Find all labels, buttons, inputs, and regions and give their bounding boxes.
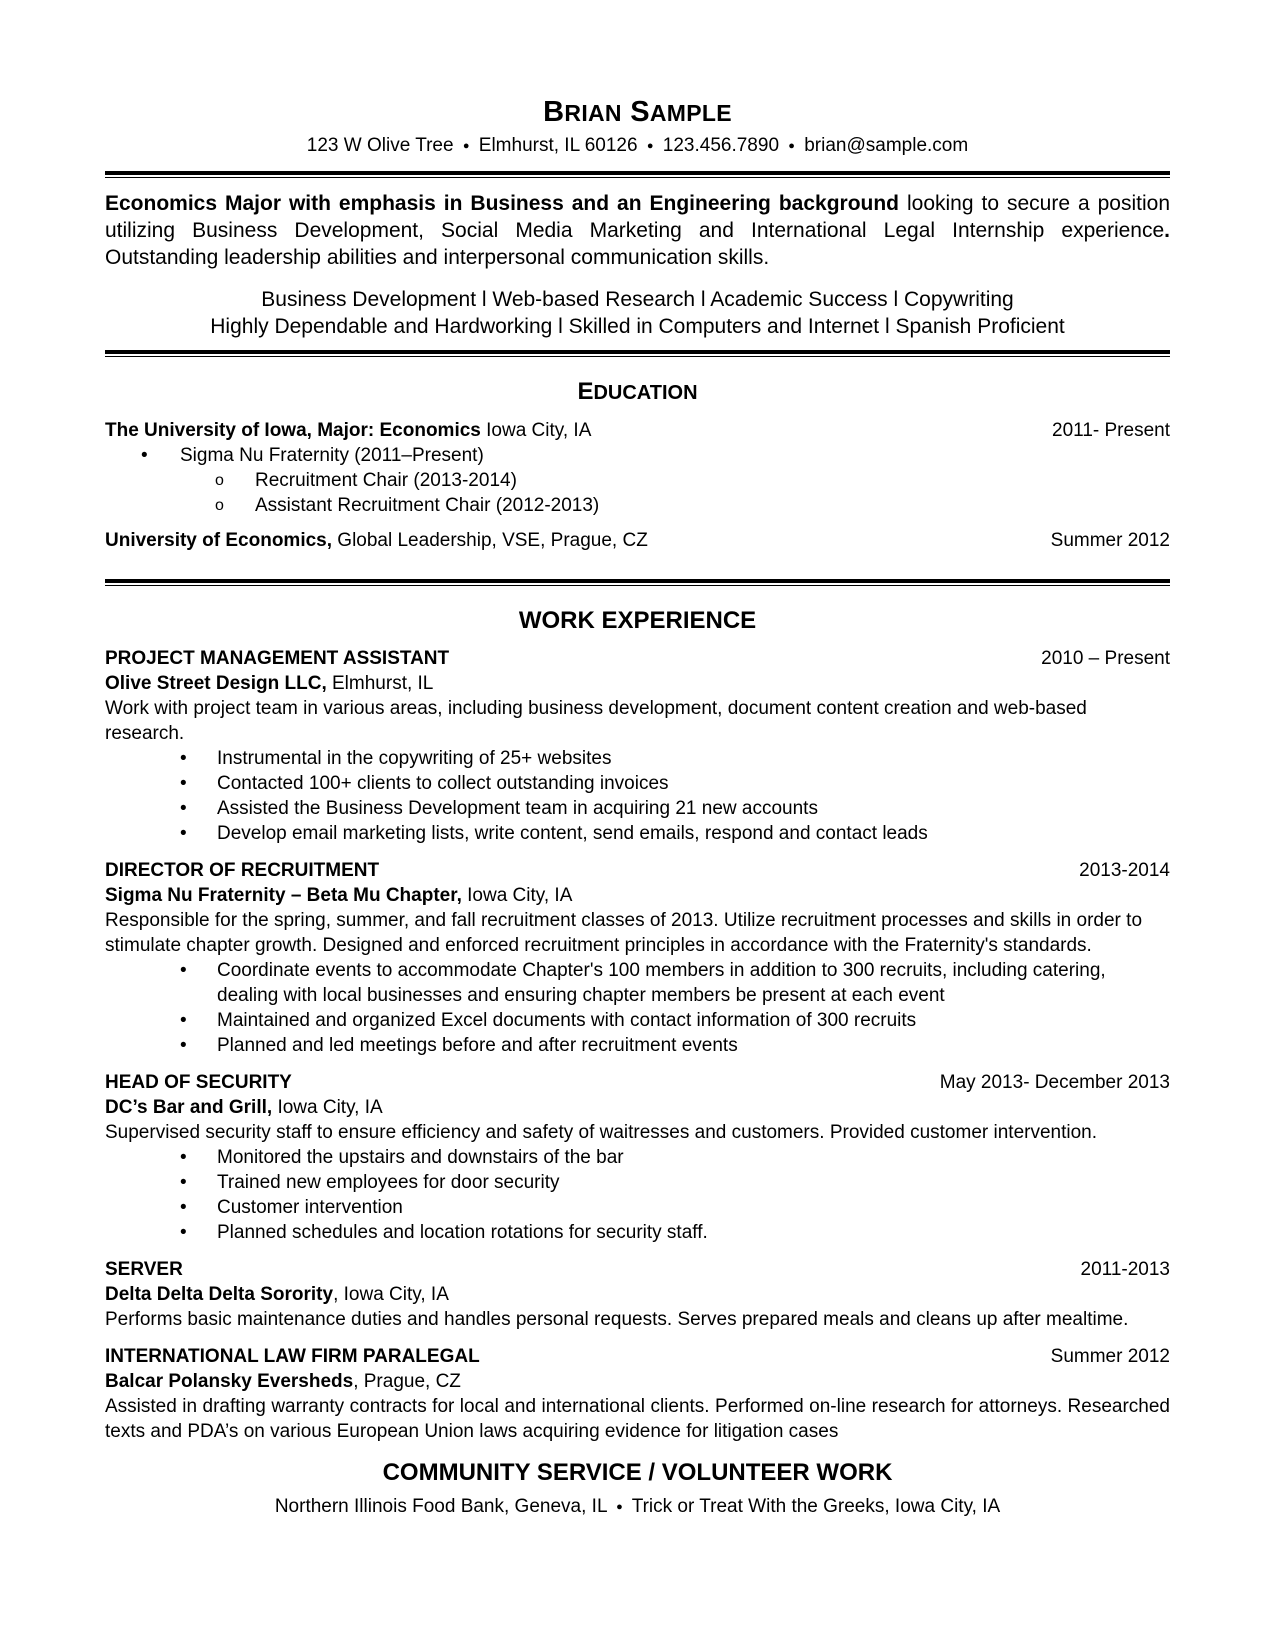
list-item: • Contacted 100+ clients to collect outstanding invoices bbox=[105, 771, 1170, 796]
community-item: Trick or Treat With the Greeks, Iowa City, IA bbox=[631, 1496, 1001, 1517]
job-org: DC’s Bar and Grill, bbox=[105, 1097, 273, 1118]
resume-page bbox=[105, 94, 1170, 1520]
list-item: • Planned schedules and location rotations for security staff. bbox=[105, 1220, 1170, 1245]
education-roles bbox=[105, 468, 1170, 518]
separator-dot: ● bbox=[788, 140, 795, 152]
work-experience-heading: WORK EXPERIENCE bbox=[518, 607, 757, 634]
job-date: 2011-2013 bbox=[1080, 1259, 1170, 1280]
job-date: 2013-2014 bbox=[1079, 860, 1170, 881]
job-entry bbox=[105, 646, 1170, 846]
phone: 123.456.7890 bbox=[662, 135, 780, 156]
divider-thin bbox=[105, 585, 1170, 586]
job-location: Iowa City, IA bbox=[272, 1097, 383, 1118]
school-location: Global Leadership, VSE, Prague, CZ bbox=[332, 530, 648, 551]
contact-line bbox=[105, 133, 1170, 159]
job-entry bbox=[105, 858, 1170, 1058]
job-location: , Prague, CZ bbox=[353, 1371, 461, 1392]
education-entry bbox=[105, 528, 1170, 553]
separator-dot: ● bbox=[462, 140, 470, 152]
skills-line-1: Business Development l Web-based Research l Academic Success l Copywriting bbox=[261, 288, 1014, 311]
community-line bbox=[105, 1494, 1170, 1520]
job-location: Elmhurst, IL bbox=[326, 673, 434, 694]
community-item: Northern Illinois Food Bank, Geneva, IL bbox=[274, 1496, 607, 1517]
divider-thin bbox=[105, 177, 1170, 178]
job-bullets bbox=[105, 958, 1170, 1058]
job-title: PROJECT MANAGEMENT ASSISTANT bbox=[105, 648, 450, 669]
job-title: HEAD OF SECURITY bbox=[105, 1072, 292, 1093]
school-name: The University of Iowa, Major: Economics bbox=[105, 420, 481, 441]
applicant-name: BRIAN SAMPLE bbox=[543, 96, 732, 128]
job-org: Sigma Nu Fraternity – Beta Mu Chapter, bbox=[105, 885, 462, 906]
job-entry bbox=[105, 1070, 1170, 1245]
job-description: Supervised security staff to ensure efficiency and safety of waitresses and customers. Provided customer intervention. bbox=[105, 1122, 1098, 1143]
list-item: • Sigma Nu Fraternity (2011–Present) bbox=[105, 443, 1170, 468]
job-entry bbox=[105, 1257, 1170, 1332]
education-heading: EDUCATION bbox=[577, 378, 698, 405]
list-item: o Assistant Recruitment Chair (2012-2013) bbox=[105, 493, 1170, 518]
list-item: • Planned and led meetings before and after recruitment events bbox=[105, 1033, 1170, 1058]
school-location: Iowa City, IA bbox=[480, 420, 592, 441]
job-description: Performs basic maintenance duties and handles personal requests. Serves prepared meals and cleans up after mealtime. bbox=[105, 1309, 1129, 1330]
list-item: • Assisted the Business Development team in acquiring 21 new accounts bbox=[105, 796, 1170, 821]
list-item: • Develop email marketing lists, write content, send emails, respond and contact leads bbox=[105, 821, 1170, 846]
education-entry bbox=[105, 418, 1170, 443]
list-item: • Monitored the upstairs and downstairs of the bar bbox=[105, 1145, 1170, 1170]
job-title: SERVER bbox=[105, 1259, 183, 1280]
job-location: Iowa City, IA bbox=[461, 885, 573, 906]
job-bullets bbox=[105, 1145, 1170, 1245]
job-date: 2010 – Present bbox=[1041, 648, 1170, 669]
school-date: 2011- Present bbox=[1052, 420, 1170, 441]
separator-dot: ● bbox=[646, 140, 654, 152]
job-description: Assisted in drafting warranty contracts for local and international clients. Performed on-line research for attorneys. Researched texts and PDA’s on various European Union laws acquiring evidence for litigation cases bbox=[105, 1396, 1170, 1442]
job-date: Summer 2012 bbox=[1050, 1346, 1170, 1367]
address: 123 W Olive Tree bbox=[306, 135, 454, 156]
divider-thick bbox=[105, 350, 1170, 354]
job-date: May 2013- December 2013 bbox=[939, 1072, 1170, 1093]
list-item: • Instrumental in the copywriting of 25+ websites bbox=[105, 746, 1170, 771]
email: brian@sample.com bbox=[804, 135, 969, 156]
list-item: • Trained new employees for door security bbox=[105, 1170, 1170, 1195]
job-location: , Iowa City, IA bbox=[333, 1284, 449, 1305]
job-org: Balcar Polansky Eversheds bbox=[105, 1371, 354, 1392]
divider-thick bbox=[105, 579, 1170, 583]
community-heading: COMMUNITY SERVICE / VOLUNTEER WORK bbox=[382, 1459, 893, 1486]
divider-thick bbox=[105, 171, 1170, 175]
summary-paragraph: Economics Major with emphasis in Business and an Engineering background looking to secure a position utilizing Business Development, Social Media Marketing and International Legal Internship experience. Outstanding leadership abilities and interpersonal communication skills. bbox=[105, 192, 1171, 269]
job-title: DIRECTOR OF RECRUITMENT bbox=[105, 860, 380, 881]
separator-dot: ● bbox=[616, 1501, 623, 1513]
city: Elmhurst, IL 60126 bbox=[478, 135, 638, 156]
job-entry bbox=[105, 1344, 1170, 1444]
job-org: Olive Street Design LLC, bbox=[105, 673, 327, 694]
list-item: • Maintained and organized Excel documents with contact information of 300 recruits bbox=[105, 1008, 1170, 1033]
job-title: INTERNATIONAL LAW FIRM PARALEGAL bbox=[105, 1346, 480, 1367]
list-item: • Coordinate events to accommodate Chapter's 100 members in addition to 300 recruits, including catering, dealing with local businesses and ensuring chapter members be present at each event bbox=[105, 958, 1170, 1008]
list-item: • Customer intervention bbox=[105, 1195, 1170, 1220]
school-date: Summer 2012 bbox=[1050, 530, 1170, 551]
job-description: Work with project team in various areas, including business development, document content creation and web-based research. bbox=[105, 698, 1087, 744]
divider-thin bbox=[105, 356, 1170, 357]
job-description: Responsible for the spring, summer, and fall recruitment classes of 2013. Utilize recruitment processes and skills in order to stimulate chapter growth. Designed and enforced recruitment principles in accordance with the Fraternity's standards. bbox=[105, 910, 1143, 956]
list-item: o Recruitment Chair (2013-2014) bbox=[105, 468, 1170, 493]
school-name: University of Economics, bbox=[105, 530, 333, 551]
job-org: Delta Delta Delta Sorority bbox=[105, 1284, 334, 1305]
skills-line-2: Highly Dependable and Hardworking l Skilled in Computers and Internet l Spanish Proficient bbox=[210, 315, 1065, 338]
job-bullets bbox=[105, 746, 1170, 846]
skills-block bbox=[105, 286, 1170, 340]
education-activities bbox=[105, 443, 1170, 468]
